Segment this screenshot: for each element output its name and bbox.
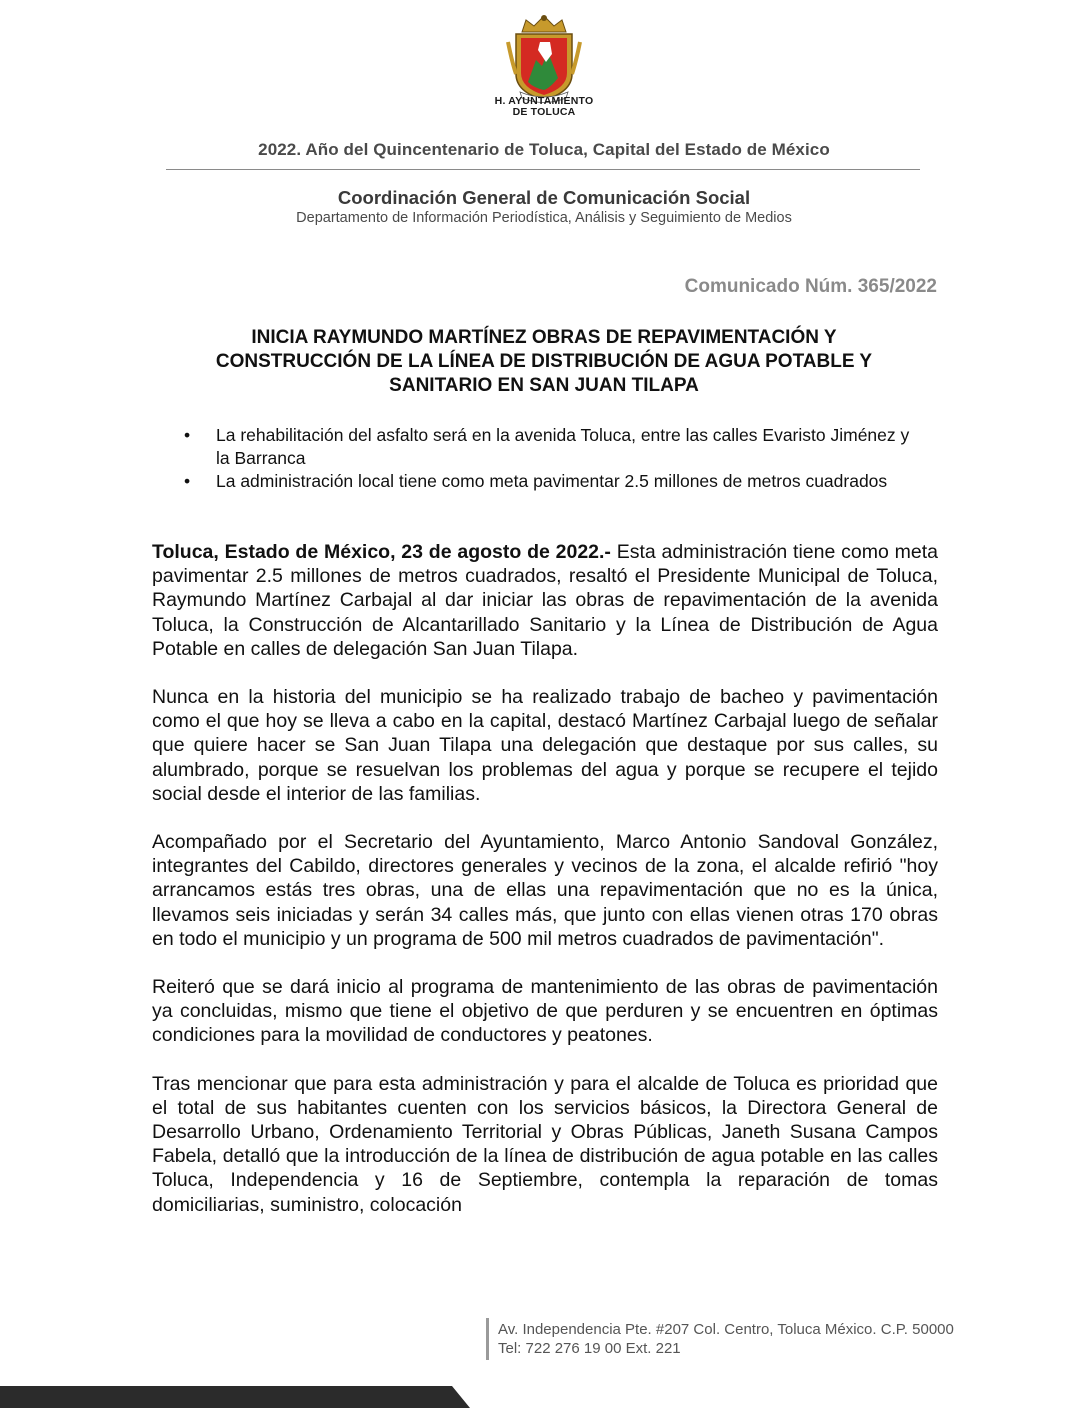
headline-line: SANITARIO EN SAN JUAN TILAPA (389, 375, 699, 396)
footer-stripe (0, 1386, 470, 1408)
bullet-item: • La administración local tiene como meta pavimentar 2.5 millones de metros cuadrados (182, 470, 922, 493)
paragraph-3: Acompañado por el Secretario del Ayuntamiento, Marco Antonio Sandoval González, integrantes del Cabildo, directores generales y vecinos de la zona, el alcalde refirió "hoy arrancamos estás tres obras, una de ellas una repavimentación que no es la única, llevamos seis iniciadas y serán 34 calles más, que junto con ellas vienen otras 170 obras en todo el municipio y un programa de 500 mil metros cuadrados de pavimentación". (152, 831, 938, 950)
article-body (152, 540, 938, 1217)
department-subtitle: Departamento de Información Periodística, Análisis y Seguimiento de Medios (296, 210, 792, 226)
paragraph-4: Reiteró que se dará inicio al programa de mantenimiento de las obras de pavimentación ya concluidas, mismo que tiene el objetivo de que perduren y se encuentren en óptimas condiciones para la movilidad de conductores y peatones. (152, 976, 938, 1047)
headline-line: INICIA RAYMUNDO MARTÍNEZ OBRAS DE REPAVIMENTACIÓN Y (251, 327, 837, 348)
release-number: Comunicado Núm. 365/2022 (684, 276, 937, 297)
coordination-title: Coordinación General de Comunicación Social (337, 187, 751, 208)
footer-phone: Tel: 722 276 19 00 Ext. 221 (498, 1340, 681, 1357)
footer-divider (486, 1318, 489, 1360)
dateline: Toluca, Estado de México, 23 de agosto de 2022.- (152, 541, 611, 563)
logo-caption-line: H. AYUNTAMIENTO (494, 95, 594, 107)
bullet-item: • La rehabilitación del asfalto será en la avenida Toluca, entre las calles Evaristo Jiménez y la Barranca (182, 424, 922, 470)
footer-address: Av. Independencia Pte. #207 Col. Centro, Toluca México. C.P. 50000 (498, 1321, 954, 1338)
logo-caption (470, 96, 618, 118)
paragraph-5: Tras mencionar que para esta administración y para el alcalde de Toluca es prioridad que el total de sus habitantes cuenten con los servicios básicos, la Directora General de Desarrollo Urbano, Ordenamiento Territorial y Obras Públicas, Janeth Susana Campos Fabela, detalló que la introducción de la línea de distribución de agua potable en las calles Toluca, Independencia y 16 de Septiembre, contempla la reparación de tomas domiciliarias, suministro, colocación (152, 1072, 938, 1216)
year-motto: 2022. Año del Quincentenario de Toluca, Capital del Estado de México (258, 140, 830, 159)
summary-bullets (182, 424, 922, 493)
paragraph-2: Nunca en la historia del municipio se ha realizado trabajo de bacheo y pavimentación como el que hoy se lleva a cabo en la capital, destacó Martínez Carbajal luego de señalar que quiere hacer se San Juan Tilapa una delegación que destaque por sus calles, su alumbrado, porque se resuelvan los problemas del agua y porque se recupere el tejido social desde el interior de las familias. (152, 686, 938, 805)
paragraph-1 (152, 540, 938, 661)
logo-caption-line: DE TOLUCA (512, 106, 576, 118)
paragraph-1-text: Esta administración tiene como meta pavimentar 2.5 millones de metros cuadrados, resaltó el Presidente Municipal de Toluca, Raymundo Martínez Carbajal al dar iniciar las obras de repavimentación de la avenida Toluca, la Construcción de Alcantarillado Sanitario y la Línea de Distribución de Agua Potable en calles de delegación San Juan Tilapa. (152, 541, 938, 660)
headline-line: CONSTRUCCIÓN DE LA LÍNEA DE DISTRIBUCIÓN DE AGUA POTABLE Y (215, 351, 873, 372)
headline (150, 326, 938, 398)
header-divider (166, 169, 920, 170)
